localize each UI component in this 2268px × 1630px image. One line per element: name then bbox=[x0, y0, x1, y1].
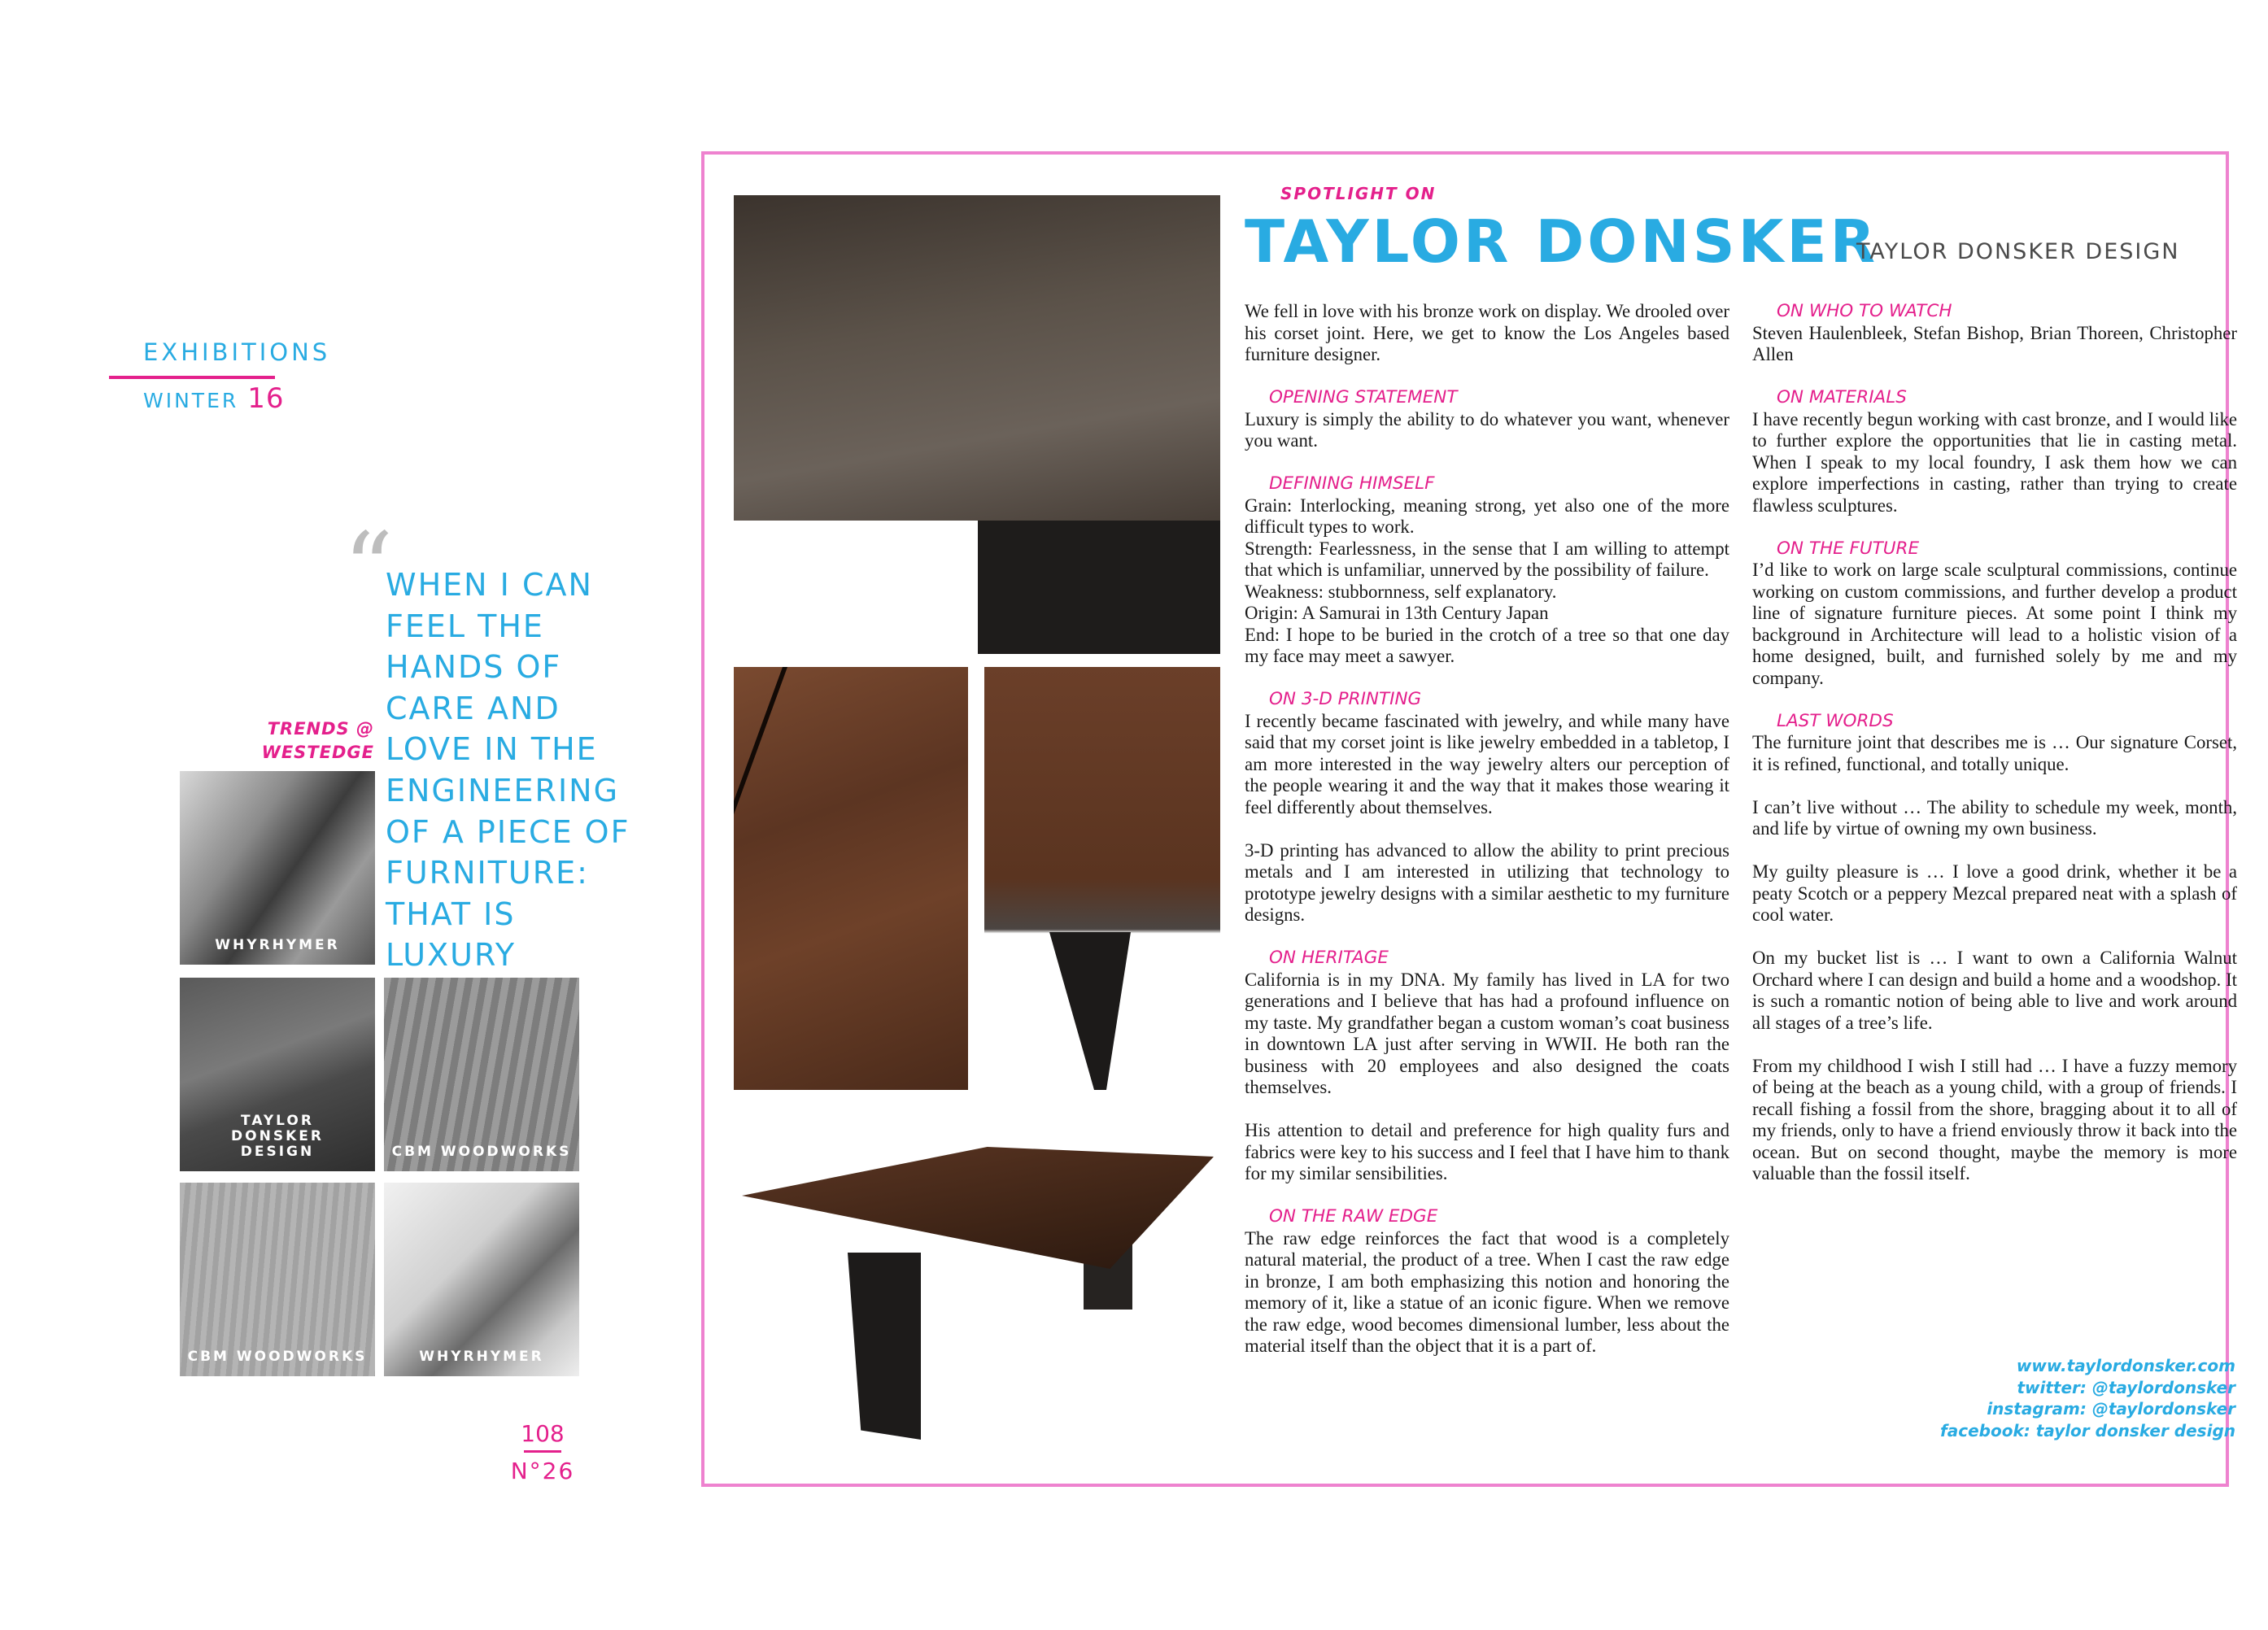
photo-tile-whyrhymer bbox=[180, 771, 375, 965]
quote-line: HANDS OF bbox=[386, 649, 562, 686]
section-text: I can’t live without … The ability to schedule my week, month, and life by virtue of owning my own business. bbox=[1752, 796, 2237, 839]
quote-line: FEEL THE bbox=[386, 608, 544, 644]
section-text: Grain: Interlocking, meaning strong, yet also one of the more difficult types to work. bbox=[1245, 495, 1729, 537]
quote-line: CARE AND bbox=[386, 690, 560, 726]
photo-tile-cbm-woodworks bbox=[384, 978, 579, 1171]
tile-caption: WHYRHYMER bbox=[215, 937, 340, 953]
tile-caption: TAYLOR DONSKER DESIGN bbox=[231, 1113, 324, 1160]
section-heading: ON WHO TO WATCH bbox=[1777, 301, 1952, 321]
issue-label bbox=[143, 382, 284, 415]
section-heading: DEFINING HIMSELF bbox=[1269, 473, 1435, 494]
section-text: His attention to detail and preference for high quality furs and fabrics were key to his success and I feel that I have him to thank for my similar sensibilities. bbox=[1245, 1120, 1729, 1183]
photo-tile-whyrhymer bbox=[384, 1183, 579, 1376]
tile-caption: CBM WOODWORKS bbox=[187, 1349, 368, 1365]
section-text: My guilty pleasure is … I love a good drink, whether it be a peaty Scotch or a peppery Mezcal prepared neat with a splash of cool water. bbox=[1752, 861, 2237, 925]
quote-line: WHEN I CAN bbox=[386, 567, 593, 603]
photo-coffee-table bbox=[734, 1131, 1222, 1456]
quote-line: FURNITURE: bbox=[386, 855, 589, 891]
page-number-block bbox=[498, 1420, 587, 1484]
issue-season: WINTER bbox=[143, 389, 239, 412]
article-company: TAYLOR DONSKER DESIGN bbox=[1856, 239, 2180, 264]
page-number-rule bbox=[524, 1450, 561, 1453]
quote-line: LOVE IN THE bbox=[386, 731, 598, 768]
website-link[interactable]: www.taylordonsker.com bbox=[2016, 1356, 2235, 1375]
section-rule bbox=[109, 376, 275, 379]
article-column-2 bbox=[1752, 301, 2237, 1206]
article-title: TAYLOR DONSKER bbox=[1245, 207, 1879, 276]
trends-line: TRENDS @ bbox=[267, 719, 374, 739]
article-kicker: SPOTLIGHT ON bbox=[1280, 184, 1437, 203]
quote-mark-icon: “ bbox=[343, 512, 394, 625]
tile-caption: WHYRHYMER bbox=[419, 1349, 544, 1365]
section-text: 3-D printing has advanced to allow the ability to print precious metals and I am interested in utilizing that technology to prototype jewelry designs with a similar aesthetic to my furniture designs. bbox=[1245, 839, 1729, 925]
section-heading: ON THE RAW EDGE bbox=[1269, 1206, 1438, 1227]
photo-crack bbox=[734, 667, 787, 1090]
photo-tabletop bbox=[742, 1147, 1214, 1269]
section-heading: ON 3-D PRINTING bbox=[1269, 689, 1422, 709]
section-text: On my bucket list is … I want to own a California Walnut Orchard where I can design and build a home and a woodshop. It is such a romantic notion of being able to live and work around all stages of a tree’s life. bbox=[1752, 948, 2237, 1033]
pull-quote bbox=[386, 564, 662, 976]
section-text: The raw edge reinforces the fact that wood is a completely natural material, the product of a tree. When I cast the raw edge in bronze, I am both emphasizing this notion and honoring the memory of it, like a statue of an iconic figure. When we remove the raw edge, wood becomes dimensional lumber, less about the material itself than the object that it is a part of. bbox=[1245, 1227, 1729, 1356]
photo-tile-taylor-donsker bbox=[180, 978, 375, 1171]
photo-leg bbox=[1049, 932, 1131, 1090]
photo-slab bbox=[734, 195, 1220, 521]
section-text: California is in my DNA. My family has lived in LA for two generations and I believe that has had a profound influence on my taste. My grandfather began a custom woman’s coat business in downtown LA just after serving in WWII. He both ran the business with 20 employees and also designed the coats themselves. bbox=[1245, 969, 1729, 1097]
section-text: Luxury is simply the ability to do whatever you want, whenever you want. bbox=[1245, 408, 1729, 451]
section-label: EXHIBITIONS bbox=[143, 338, 331, 366]
trends-line: WESTEDGE bbox=[261, 743, 374, 762]
photo-tile-cbm-woodworks bbox=[180, 1183, 375, 1376]
issue-number: N°26 bbox=[510, 1458, 575, 1484]
section-text: Steven Haulenbleek, Stefan Bishop, Brian Thoreen, Christopher Allen bbox=[1752, 322, 2237, 364]
photo-leg bbox=[848, 1253, 921, 1440]
instagram-link[interactable]: instagram: @taylordonsker bbox=[1987, 1399, 2235, 1419]
intro-paragraph: We fell in love with his bronze work on display. We drooled over his corset joint. Here, we get to know the Los Angeles based furniture designer. bbox=[1245, 301, 1729, 364]
photo-corset-joints bbox=[734, 667, 968, 1090]
photo-table-edge bbox=[734, 195, 1220, 654]
section-text: The furniture joint that describes me is … Our signature Corset, it is refined, functional, and totally unique. bbox=[1752, 732, 2237, 774]
quote-line: THAT IS bbox=[386, 896, 516, 932]
section-text: Strength: Fearlessness, in the sense that I am willing to attempt that which is unfamiliar, unnerved by the possibility of failure. bbox=[1245, 538, 1729, 580]
section-heading: OPENING STATEMENT bbox=[1269, 387, 1458, 408]
section-text: I recently became fascinated with jewelry, and while many have said that my corset joint is like jewelry embedded in a tabletop, I am more interested in the way jewelry alters our perception of the people wearing it and the way that it makes those wearing it feel differently about themselves. bbox=[1245, 710, 1729, 817]
section-heading: LAST WORDS bbox=[1777, 710, 1894, 731]
contact-links bbox=[1752, 1355, 2235, 1441]
section-text: End: I hope to be buried in the crotch of a tree so that one day my face may meet a sawyer. bbox=[1245, 624, 1729, 666]
section-heading: ON MATERIALS bbox=[1777, 387, 1907, 408]
section-text: I’d like to work on large scale sculptural commissions, continue working on custom commissions, and further develop a product line of signature furniture pieces. At some point I think my background in Architecture will lead to a holistic vision of a home designed, built, and furnished solely by me and my company. bbox=[1752, 560, 2237, 688]
section-text: From my childhood I wish I still had … I have a fuzzy memory of being at the beach as a young child, with a group of friends. I recall fishing a fossil from the shore, bragging about it to all of my friends, only to have a friend enviously throw it back into the ocean. But on second thought, maybe the memory is more valuable than the fossil itself. bbox=[1752, 1055, 2237, 1183]
photo-leg bbox=[978, 521, 1220, 654]
section-heading: ON THE FUTURE bbox=[1777, 538, 1920, 559]
tile-caption: CBM WOODWORKS bbox=[391, 1144, 572, 1160]
photo-background bbox=[734, 521, 978, 654]
photo-raw-edge-leg bbox=[984, 667, 1220, 1090]
issue-year: 16 bbox=[247, 382, 285, 415]
twitter-link[interactable]: twitter: @taylordonsker bbox=[2017, 1377, 2235, 1397]
section-text: I have recently begun working with cast bronze, and I would like to further explore the opportunities that lie in casting metal. When I speak to my local foundry, I ask them how we can explore imperfections in casting, rather than trying to create flawless sculptures. bbox=[1752, 408, 2237, 516]
quote-line: LUXURY bbox=[386, 937, 517, 974]
quote-line: ENGINEERING bbox=[386, 772, 620, 808]
section-text: Origin: A Samurai in 13th Century Japan bbox=[1245, 603, 1549, 623]
trends-label bbox=[244, 717, 374, 765]
facebook-link[interactable]: facebook: taylor donsker design bbox=[1940, 1420, 2235, 1440]
section-heading: ON HERITAGE bbox=[1269, 948, 1389, 968]
section-text: Weakness: stubbornness, self explanatory. bbox=[1245, 581, 1557, 602]
page-number: 108 bbox=[521, 1420, 565, 1447]
quote-line: OF A PIECE OF bbox=[386, 813, 630, 850]
article-column-1 bbox=[1245, 301, 1729, 1379]
